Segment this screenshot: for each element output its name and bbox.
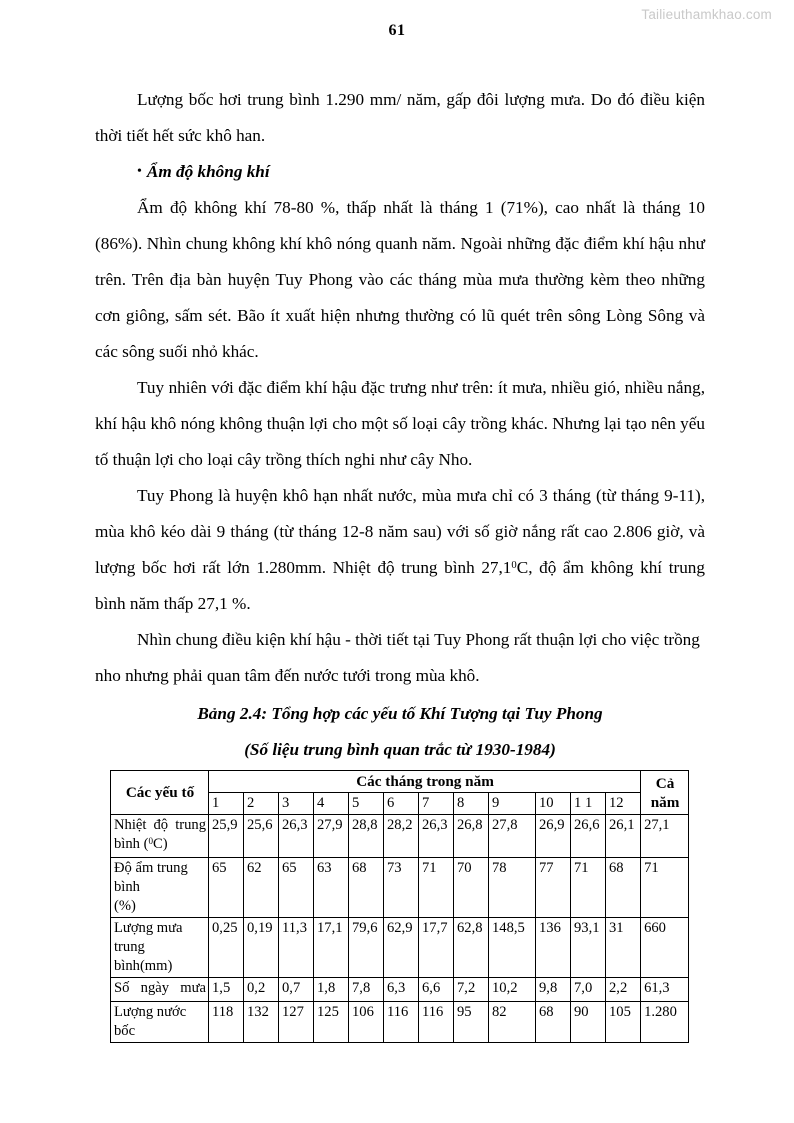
row-label-temperature-line2: bình ($^0$C) <box>114 835 168 852</box>
cell-value: 65 <box>209 858 244 918</box>
cell-value: 79,6 <box>349 918 384 978</box>
header-month-11: 1 1 <box>571 793 606 815</box>
cell-value: 25,9 <box>209 815 244 858</box>
paragraph-conclusion: Nhìn chung điều kiện khí hậu - thời tiết tại Tuy Phong rất thuận lợi cho việc trồng nho nhưng phải quan tâm đến nước tưới trong mùa khô. <box>95 630 700 685</box>
cell-value: 116 <box>419 1002 454 1043</box>
cell-value: 116 <box>384 1002 419 1043</box>
cell-value: 65 <box>279 858 314 918</box>
paragraph-humidity: Ẩm độ không khí 78-80 %, thấp nhất là tháng 1 (71%), cao nhất là tháng 10 (86%). Nhìn chung không khí khô nóng quanh năm. Ngoài những đặc điểm khí hậu như trên. Trên địa bàn huyện Tuy Phong vào các tháng mùa mưa thường kèm theo những cơn giông, sấm sét. Bão ít xuất hiện nhưng thường có lũ quét trên sông Lòng Sông và các sông suối nhỏ khác. <box>95 198 705 361</box>
cell-value: 31 <box>606 918 641 978</box>
cell-value-year: 660 <box>641 918 689 978</box>
header-month-5: 5 <box>349 793 384 815</box>
cell-value: 93,1 <box>571 918 606 978</box>
header-month-2: 2 <box>244 793 279 815</box>
cell-value: 2,2 <box>606 978 641 1002</box>
paragraph-tuyphong-part2: C, độ ẩm không khí trung bình năm thấp 27,1 %. <box>95 558 705 613</box>
cell-value: 26,3 <box>419 815 454 858</box>
cell-value: 10,2 <box>489 978 536 1002</box>
cell-value: 26,6 <box>571 815 606 858</box>
bullet-dot: • <box>137 164 142 179</box>
cell-value: 62,9 <box>384 918 419 978</box>
cell-value: 105 <box>606 1002 641 1043</box>
cell-value: 68 <box>606 858 641 918</box>
row-label-humidity <box>111 858 209 918</box>
climate-table <box>110 770 689 1043</box>
header-month-6: 6 <box>384 793 419 815</box>
degree-superscript: 0 <box>511 560 517 572</box>
row-label-temperature <box>111 815 209 858</box>
cell-value-year: 27,1 <box>641 815 689 858</box>
cell-value: 68 <box>349 858 384 918</box>
header-whole-year <box>641 771 689 815</box>
header-month-10: 10 <box>536 793 571 815</box>
climate-table-container <box>110 770 688 1043</box>
cell-value: 0,7 <box>279 978 314 1002</box>
cell-value: 71 <box>419 858 454 918</box>
page-number: 61 <box>388 22 406 39</box>
cell-value: 7,2 <box>454 978 489 1002</box>
cell-value: 106 <box>349 1002 384 1043</box>
header-month-9: 9 <box>489 793 536 815</box>
header-whole-year-line1: Cả <box>655 774 675 792</box>
table-header-row-group <box>111 771 689 793</box>
cell-value: 7,0 <box>571 978 606 1002</box>
cell-value: 17,7 <box>419 918 454 978</box>
cell-value: 11,3 <box>279 918 314 978</box>
cell-value: 73 <box>384 858 419 918</box>
paragraph-tuyphong-part1: Tuy Phong là huyện khô hạn nhất nước, mùa mưa chỉ có 3 tháng (từ tháng 9-11), mùa khô kéo dài 9 tháng (từ tháng 12-8 năm sau) với số giờ nắng rất cao 2.806 giờ, và lượng bốc hơi rất lớn 1.280mm. Nhiệt độ trung bình 27,1 <box>95 486 705 577</box>
cell-value: 68 <box>536 1002 571 1043</box>
header-month-1: 1 <box>209 793 244 815</box>
table-row <box>111 858 689 918</box>
cell-value: 132 <box>244 1002 279 1043</box>
cell-value: 9,8 <box>536 978 571 1002</box>
cell-value-year: 71 <box>641 858 689 918</box>
row-label-humidity-line1: Độ ẩm trung bình <box>114 860 188 895</box>
row-label-rainfall <box>111 918 209 978</box>
cell-value: 0,19 <box>244 918 279 978</box>
paragraph-climate-characteristics: Tuy nhiên với đặc điểm khí hậu đặc trưng như trên: ít mưa, nhiều gió, nhiều nắng, khí hậu khô nóng không thuận lợi cho một số loại cây trồng khác. Nhưng lại tạo nên yếu tố thuận lợi cho loại cây trồng thích nghi như cây Nho. <box>95 378 705 469</box>
row-label-rainfall-line1: Lượng mưa trung <box>114 920 183 955</box>
row-label-evaporation <box>111 1002 209 1043</box>
table-caption-main: Bảng 2.4: Tổng hợp các yếu tố Khí Tượng tại Tuy Phong <box>197 704 603 723</box>
cell-value: 127 <box>279 1002 314 1043</box>
row-label-temperature-line1: Nhiệt độ trung <box>114 817 206 833</box>
cell-value: 70 <box>454 858 489 918</box>
header-whole-year-line2: năm <box>650 793 680 811</box>
cell-value: 77 <box>536 858 571 918</box>
row-label-rainfall-line2: bình(mm) <box>114 958 173 974</box>
cell-value: 26,3 <box>279 815 314 858</box>
cell-value: 0,25 <box>209 918 244 978</box>
cell-value: 17,1 <box>314 918 349 978</box>
cell-value: 62,8 <box>454 918 489 978</box>
cell-value: 27,8 <box>489 815 536 858</box>
cell-value: 0,2 <box>244 978 279 1002</box>
cell-value: 148,5 <box>489 918 536 978</box>
cell-value: 78 <box>489 858 536 918</box>
header-month-12: 12 <box>606 793 641 815</box>
cell-value: 63 <box>314 858 349 918</box>
cell-value-year: 1.280 <box>641 1002 689 1043</box>
header-month-7: 7 <box>419 793 454 815</box>
header-month-8: 8 <box>454 793 489 815</box>
cell-value: 26,1 <box>606 815 641 858</box>
table-row <box>111 815 689 858</box>
table-row <box>111 978 689 1002</box>
table-row <box>111 918 689 978</box>
cell-value: 82 <box>489 1002 536 1043</box>
cell-value: 28,2 <box>384 815 419 858</box>
section-heading-label: Ẩm độ không khí <box>146 162 270 181</box>
row-label-humidity-line2: (%) <box>114 898 136 914</box>
cell-value: 26,8 <box>454 815 489 858</box>
section-heading-humidity <box>95 154 705 190</box>
header-months-group: Các tháng trong năm <box>209 771 641 793</box>
degree-superscript: 0 <box>148 835 153 846</box>
cell-value: 125 <box>314 1002 349 1043</box>
cell-value: 7,8 <box>349 978 384 1002</box>
cell-value: 6,3 <box>384 978 419 1002</box>
paragraph-tuyphong-drought <box>95 478 705 622</box>
document-body <box>95 82 705 768</box>
row-label-evaporation-line1: Lượng nước bốc <box>114 1004 187 1039</box>
row-label-rainy-days <box>111 978 209 1002</box>
cell-value: 1,8 <box>314 978 349 1002</box>
cell-value: 90 <box>571 1002 606 1043</box>
cell-value: 118 <box>209 1002 244 1043</box>
header-month-4: 4 <box>314 793 349 815</box>
table-row <box>111 1002 689 1043</box>
cell-value: 1,5 <box>209 978 244 1002</box>
cell-value: 27,9 <box>314 815 349 858</box>
cell-value: 62 <box>244 858 279 918</box>
paragraph-evaporation: Lượng bốc hơi trung bình 1.290 mm/ năm, gấp đôi lượng mưa. Do đó điều kiện thời tiết hết sức khô han. <box>95 90 705 145</box>
cell-value: 25,6 <box>244 815 279 858</box>
cell-value: 71 <box>571 858 606 918</box>
cell-value: 136 <box>536 918 571 978</box>
cell-value-year: 61,3 <box>641 978 689 1002</box>
cell-value: 6,6 <box>419 978 454 1002</box>
cell-value: 28,8 <box>349 815 384 858</box>
cell-value: 95 <box>454 1002 489 1043</box>
header-factors: Các yếu tố <box>111 771 209 815</box>
row-label-rainy-days-line1: Số ngày mưa <box>114 980 206 996</box>
cell-value: 26,9 <box>536 815 571 858</box>
header-month-3: 3 <box>279 793 314 815</box>
table-caption-sub: (Số liệu trung bình quan trắc từ 1930-1984) <box>244 740 556 759</box>
watermark-text: Tailieuthamkhao.com <box>641 7 772 22</box>
